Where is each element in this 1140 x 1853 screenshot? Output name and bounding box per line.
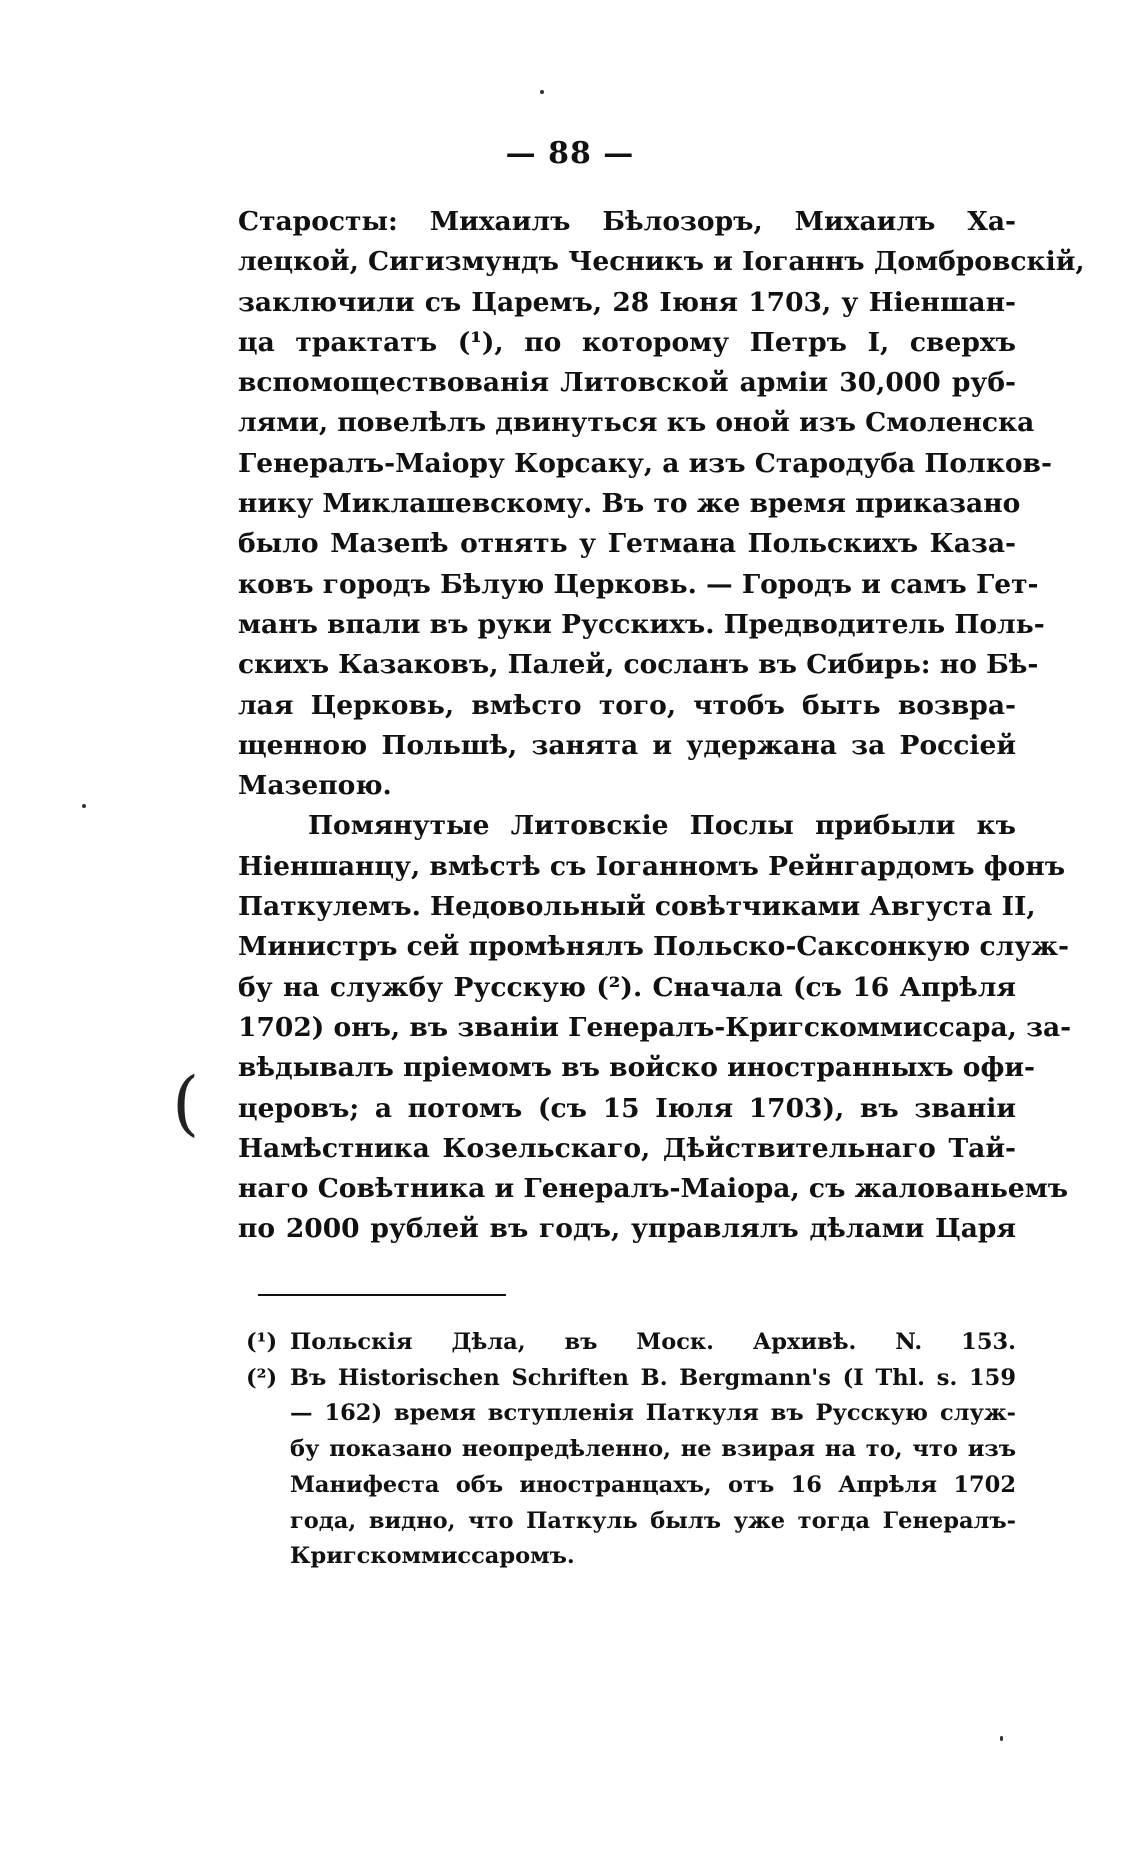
text-line: Старосты: Михаилъ Бѣлозоръ, Михаилъ Ха- [238,206,1016,237]
footnote-divider [258,1294,506,1296]
text-line: бу на службу Русскую (²). Сначала (съ 16 Апрѣля [238,971,1016,1003]
text-line: Генералъ-Маіору Корсаку, а изъ Стародуба Полков- [238,447,1052,479]
text-line: заключили съ Царемъ, 28 Іюня 1703, у Ніеншан- [238,286,1016,318]
text-line: 1702) онъ, въ званіи Генералъ-Кригскоммиссара, за- [238,1011,1072,1043]
text-line: щенною Польшѣ, занята и удержана за Россіей [238,729,1016,761]
text-line: Помянутые Литовскіе Послы прибыли къ [308,810,1016,842]
text-line: вспомоществованія Литовской арміи 30,000 руб- [238,367,1016,399]
text-line: по 2000 рублей въ годъ, управлялъ дѣлами Царя [238,1213,1016,1245]
text-line: Министръ сей промѣнялъ Польско-Саксонкую служ- [238,931,1069,963]
text-line: лецкой, Сигизмундъ Чесникъ и Іоганнъ Домбровскій, [238,246,1085,278]
footnote-2-text: бу показано неопредѣленно, не взирая на то, что изъ [290,1436,1016,1463]
footnotes [246,1325,1016,1575]
text-line: манъ впали въ руки Русскихъ. Предводитель Поль- [238,608,1045,640]
text-line: Ніеншанцу, вмѣстѣ съ Іоганномъ Рейнгардомъ фонъ [238,850,1066,882]
text-line: лями, повелѣлъ двинуться къ оной изъ Смоленска [238,407,1035,439]
footnote-1-text: Польскія Дѣла, въ Моск. Архивѣ. N. 153. [290,1329,1016,1355]
margin-bracket-mark: ( [172,1062,200,1144]
footnote-2-line [246,1361,1016,1397]
footnote-2-text: — 162) время вступленія Паткуля въ Русскую служ- [290,1400,1016,1427]
text-line: нику Миклашевскому. Въ то же время приказано [238,488,1021,520]
footnote-2-text: Кригскоммиссаромъ. [290,1543,575,1570]
page-number: — 88 — [505,136,635,171]
main-text [238,202,1085,1250]
text-line: ца трактатъ (¹), по которому Петръ I, сверхъ [238,326,1016,358]
text-line: наго Совѣтника и Генералъ-Маіора, съ жалованьемъ [238,1173,1069,1205]
paper-speck [1000,1736,1003,1741]
footnote-1-line [246,1325,1016,1361]
footnote-1-marker: (¹) [246,1329,278,1355]
text-line: было Мазепѣ отнять у Гетмана Польскихъ Каза- [238,528,1016,560]
text-line: вѣдывалъ пріемомъ въ войско иностранныхъ офи- [238,1052,1036,1084]
text-line: скихъ Казаковъ, Палей, сосланъ въ Сибирь: но Бѣ- [238,649,1039,681]
paper-speck [82,804,86,808]
footnote-2-text: Въ Historischen Schriften B. Bergmann's (I Thl. s. 159 [290,1364,1016,1391]
text-line: ковъ городъ Бѣлую Церковь. — Городъ и самъ Гет- [238,568,1039,600]
text-line: Мазепою. [238,770,392,802]
footnote-2-marker: (²) [246,1364,278,1391]
paper-speck [540,90,544,94]
footnote-2-text: года, видно, что Паткуль былъ уже тогда Генералъ- [290,1507,1016,1534]
text-line: лая Церковь, вмѣсто того, чтобъ быть возвра- [238,689,1016,721]
text-line: Намѣстника Козельскаго, Дѣйствительнаго Тай- [238,1132,1016,1164]
footnote-2-text: Манифеста объ иностранцахъ, отъ 16 Апрѣля 1702 [290,1471,1016,1498]
text-line: церовъ; а потомъ (съ 15 Іюля 1703), въ званіи [238,1092,1016,1124]
text-line: Паткулемъ. Недовольный совѣтчиками Августа II, [238,891,1036,923]
